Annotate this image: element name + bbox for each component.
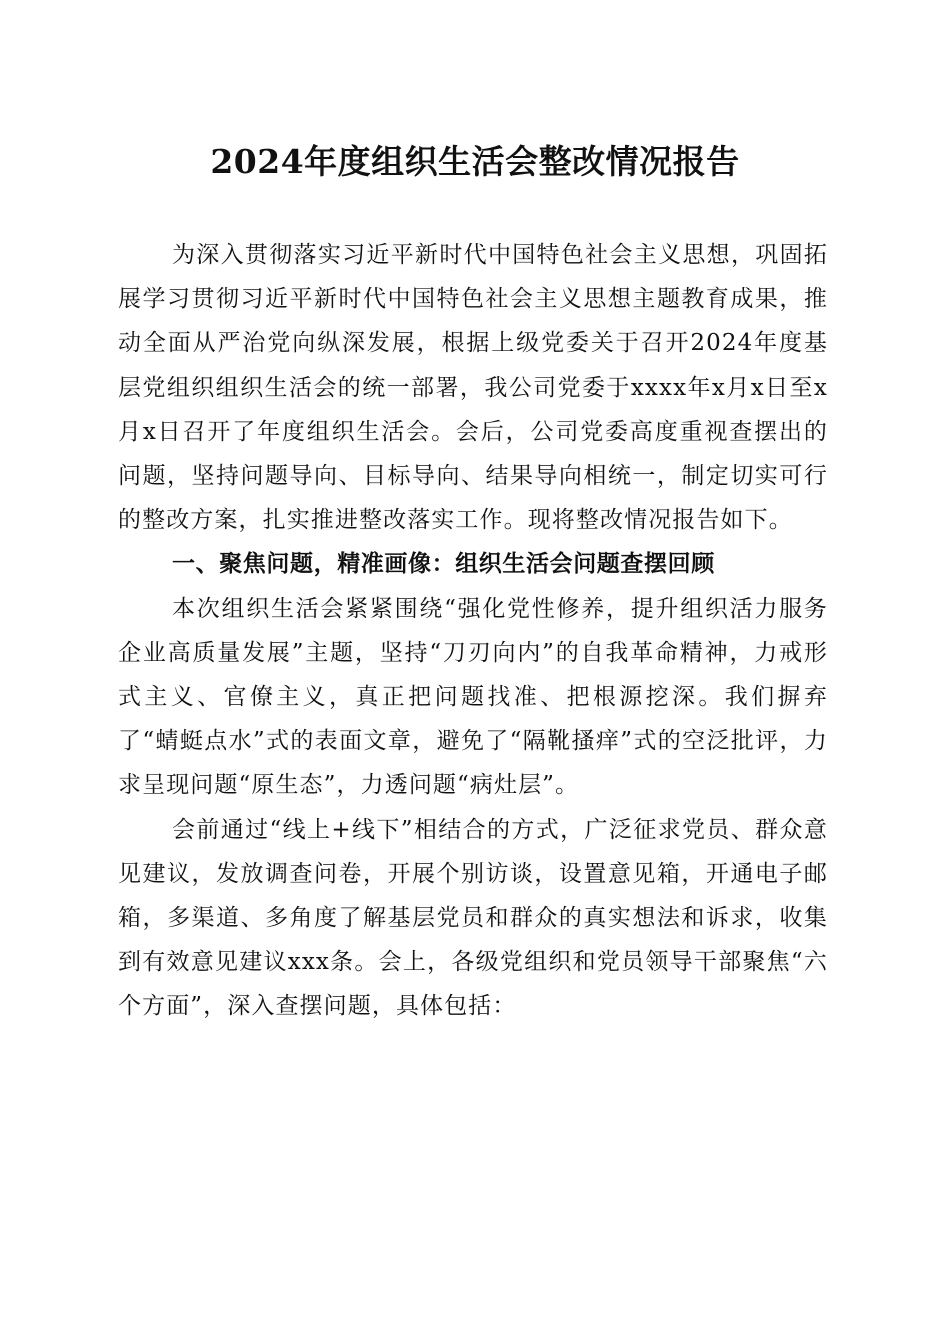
section-1-paragraph-2: 会前通过“线上+线下”相结合的方式，广泛征求党员、群众意见建议，发放调查问卷，开展个别访谈，设置意见箱，开通电子邮箱，多渠道、多角度了解基层党员和群众的真实想法和诉求，收集到有效意见建议xxx条。会上，各级党组织和党员领导干部聚焦“六个方面”，深入查摆问题，具体包括： bbox=[118, 816, 828, 1020]
document-title: 2024年度组织生活会整改情况报告 bbox=[210, 142, 740, 181]
intro-paragraph: 为深入贯彻落实习近平新时代中国特色社会主义思想，巩固拓展学习贯彻习近平新时代中国特色社会主义思想主题教育成果，推动全面从严治党向纵深发展，根据上级党委关于召开2024年度基层党组织组织生活会的统一部署，我公司党委于xxxx年x月x日至x月x日召开了年度组织生活会。会后，公司党委高度重视查摆出的问题，坚持问题导向、目标导向、结果导向相统一，制定切实可行的整改方案，扎实推进整改落实工作。现将整改情况报告如下。 bbox=[118, 242, 828, 534]
section-1-paragraph-1: 本次组织生活会紧紧围绕“强化党性修养，提升组织活力服务企业高质量发展”主题，坚持“刀刃向内”的自我革命精神，力戒形式主义、官僚主义，真正把问题找准、把根源挖深。我们摒弃了“蜻蜓点水”式的表面文章，避免了“隔靴搔痒”式的空泛批评，力求呈现问题“原生态”，力透问题“病灶层”。 bbox=[118, 595, 828, 799]
document-body bbox=[118, 233, 828, 1029]
section-1-heading: 一、聚焦问题，精准画像：组织生活会问题查摆回顾 bbox=[172, 551, 715, 578]
